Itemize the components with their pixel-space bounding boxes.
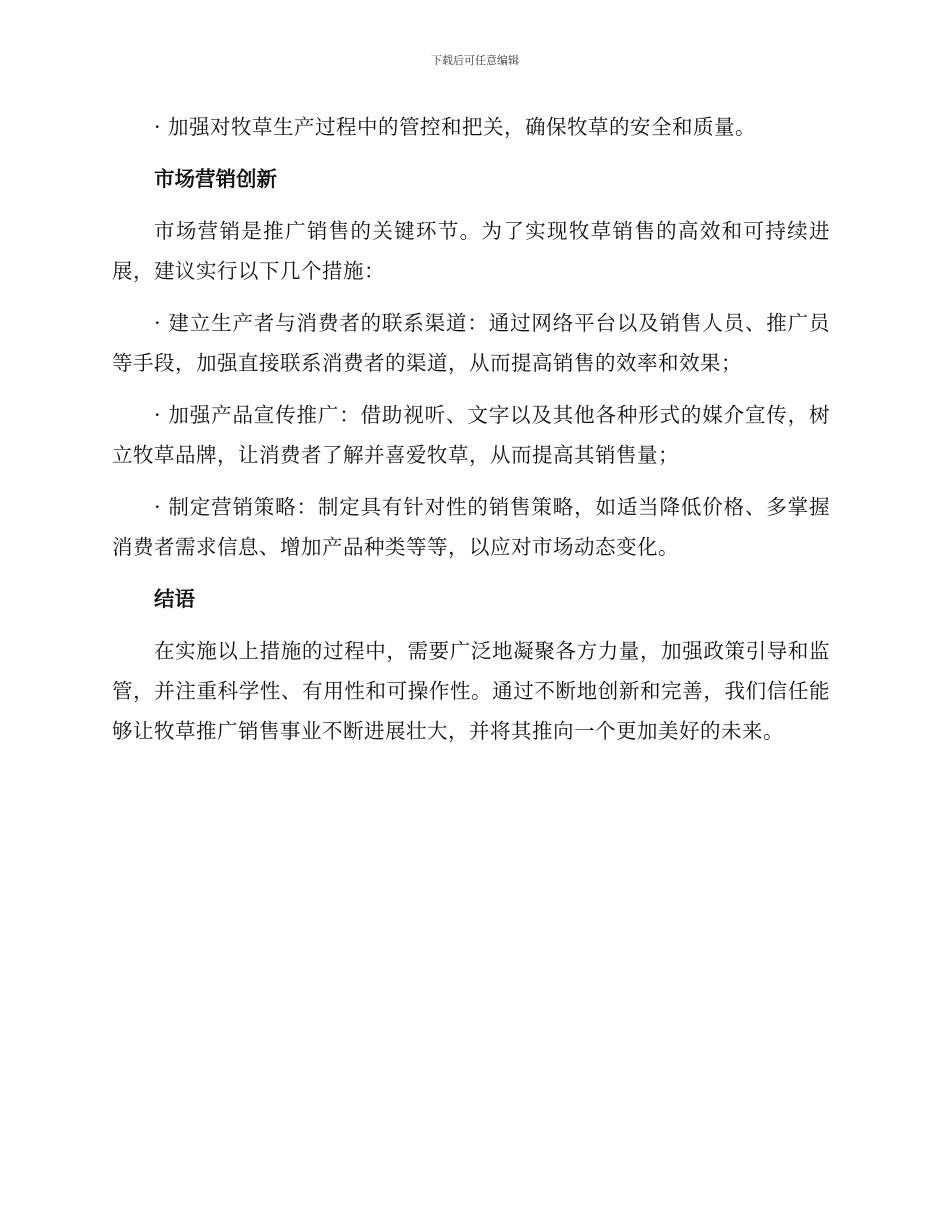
- paragraph-conclusion: 在实施以上措施的过程中，需要广泛地凝聚各方力量，加强政策引导和监管，并注重科学性、有用性和可操作性。通过不断地创新和完善，我们信任能够让牧草推广销售事业不断进展壮大，并将其推向一个更加美好的未来。: [112, 639, 830, 743]
- page-header: 下载后可任意编辑: [431, 54, 519, 67]
- document-body: [112, 107, 830, 763]
- section-heading-marketing: 市场营销创新: [154, 167, 277, 191]
- bullet-marketing-strategy: · 制定营销策略：制定具有针对性的销售策略，如适当降低价格、多掌握消费者需求信息、增加产品种类等等，以应对市场动态变化。: [112, 495, 830, 559]
- section-heading-conclusion: 结语: [154, 587, 195, 611]
- paragraph-marketing-intro: 市场营销是推广销售的关键环节。为了实现牧草销售的高效和可持续进展，建议实行以下几个措施：: [112, 219, 830, 283]
- bullet-product-promotion: · 加强产品宣传推广：借助视听、文字以及其他各种形式的媒介宣传，树立牧草品牌，让消费者了解并喜爱牧草，从而提高其销售量；: [112, 403, 830, 467]
- bullet-contact-channels: · 建立生产者与消费者的联系渠道：通过网络平台以及销售人员、推广员等手段，加强直接联系消费者的渠道，从而提高销售的效率和效果；: [112, 311, 830, 375]
- bullet-quality-control: · 加强对牧草生产过程中的管控和把关，确保牧草的安全和质量。: [154, 115, 757, 139]
